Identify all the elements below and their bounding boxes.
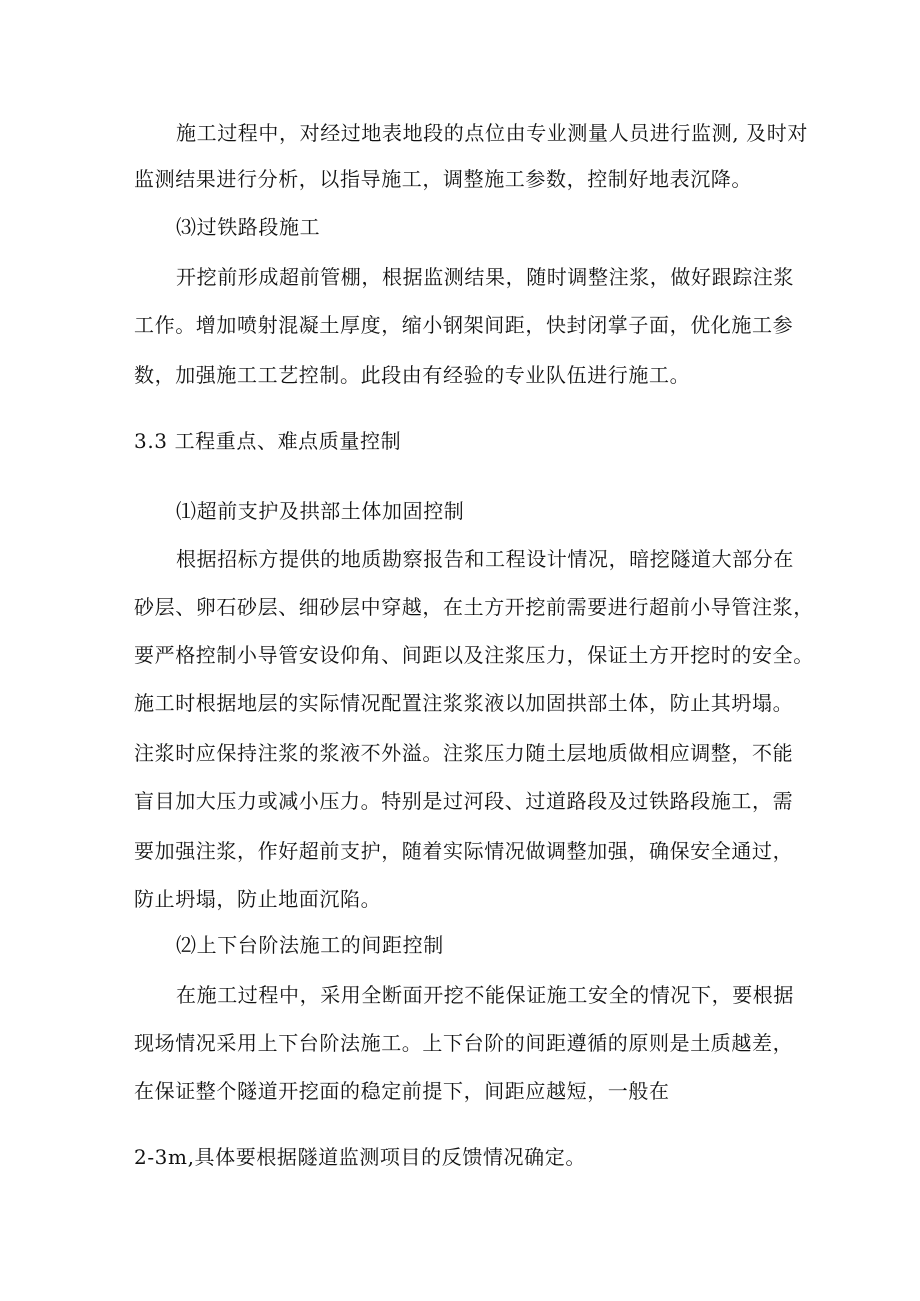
paragraph-support-line-8: 防止坍塌，防止地面沉陷。 (134, 887, 382, 911)
subheading-railway-section: ⑶过铁路段施工 (176, 215, 321, 239)
paragraph-monitoring-line-2: 监测结果进行分析，以指导施工，调整施工参数，控制好地表沉降。 (134, 167, 752, 191)
subheading-advance-support: ⑴超前支护及拱部土体加固控制 (176, 499, 465, 523)
paragraph-monitoring-line-1: 施工过程中，对经过地表地段的点位由专业测量人员进行监测, 及时对 (176, 121, 808, 145)
paragraph-support-line-2: 砂层、卵石砂层、细砂层中穿越，在土方开挖前需要进行超前小导管注浆， (134, 595, 814, 619)
paragraph-bench-line-1: 在施工过程中，采用全断面开挖不能保证施工安全的情况下，要根据 (176, 983, 794, 1007)
paragraph-bench-line-4: 2-3m,具体要根据隧道监测项目的反馈情况确定。 (134, 1145, 586, 1169)
paragraph-support-line-7: 要加强注浆，作好超前支护，随着实际情况做调整加强，确保安全通过， (134, 839, 794, 863)
paragraph-railway-line-3: 数，加强施工工艺控制。此段由有经验的专业队伍进行施工。 (134, 363, 691, 387)
paragraph-support-line-3: 要严格控制小导管安设仰角、间距以及注浆压力，保证土方开挖时的安全。 (134, 643, 814, 667)
paragraph-bench-line-3: 在保证整个隧道开挖面的稳定前提下，间距应越短，一般在 (134, 1079, 670, 1103)
paragraph-bench-line-2: 现场情况采用上下台阶法施工。上下台阶的间距遵循的原则是土质越差， (134, 1031, 794, 1055)
paragraph-support-line-6: 盲目加大压力或减小压力。特别是过河段、过道路段及过铁路段施工，需 (134, 789, 794, 813)
paragraph-support-line-1: 根据招标方提供的地质勘察报告和工程设计情况，暗挖隧道大部分在 (176, 547, 794, 571)
paragraph-railway-line-1: 开挖前形成超前管棚，根据监测结果，随时调整注浆，做好跟踪注浆 (176, 265, 794, 289)
paragraph-support-line-4: 施工时根据地层的实际情况配置注浆浆液以加固拱部土体，防止其坍塌。 (134, 691, 794, 715)
subheading-bench-spacing: ⑵上下台阶法施工的间距控制 (176, 933, 444, 957)
paragraph-support-line-5: 注浆时应保持注浆的浆液不外溢。注浆压力随土层地质做相应调整，不能 (134, 741, 794, 765)
paragraph-railway-line-2: 工作。增加喷射混凝土厚度，缩小钢架间距，快封闭掌子面，优化施工参 (134, 313, 794, 337)
section-heading-3-3: 3.3 工程重点、难点质量控制 (134, 429, 402, 453)
